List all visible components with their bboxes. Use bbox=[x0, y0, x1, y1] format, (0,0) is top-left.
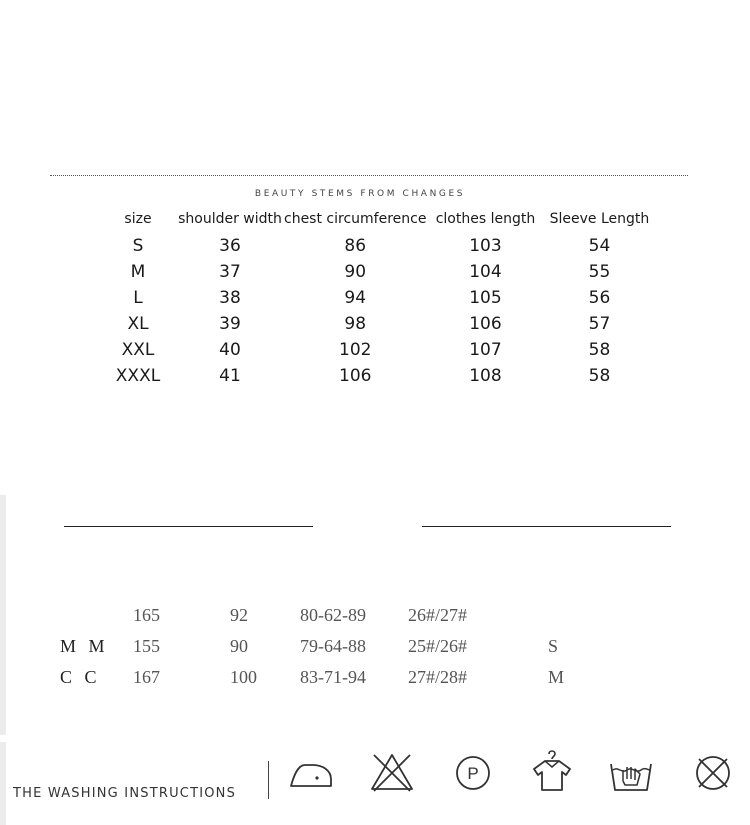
cell-height: 165 bbox=[133, 605, 160, 625]
table-row bbox=[100, 311, 654, 337]
dry-clean-p-icon bbox=[449, 748, 497, 796]
cell-shoulder: 38 bbox=[219, 288, 241, 308]
iron-icon bbox=[287, 748, 335, 796]
cell-chest: 106 bbox=[339, 366, 372, 386]
cell-shoulder: 36 bbox=[219, 236, 241, 256]
table-row bbox=[60, 662, 588, 693]
table-row bbox=[100, 259, 654, 285]
cell-height: 155 bbox=[133, 636, 160, 656]
cell-worn-size: M bbox=[548, 667, 565, 687]
cell-shoulder: 39 bbox=[219, 314, 241, 334]
cell-shoulder: 41 bbox=[219, 366, 241, 386]
cell-shoulder: 40 bbox=[219, 340, 241, 360]
header-clothes-length: clothes length bbox=[435, 211, 536, 227]
vertical-divider bbox=[268, 761, 269, 799]
header-shoulder-width: shoulder width bbox=[178, 211, 282, 227]
hang-dry-icon bbox=[528, 748, 576, 796]
size-table-header bbox=[100, 205, 654, 233]
dry-clean-letter: P bbox=[467, 764, 479, 783]
table-row bbox=[60, 631, 588, 662]
cell-model-code: M M bbox=[60, 636, 109, 656]
cell-pants-size: 26#/27# bbox=[408, 605, 468, 625]
table-row bbox=[100, 363, 654, 389]
cell-weight: 92 bbox=[230, 605, 248, 625]
tagline: BEAUTY STEMS FROM CHANGES bbox=[254, 189, 466, 199]
cell-sleeve: 57 bbox=[588, 314, 611, 334]
cell-weight: 90 bbox=[230, 636, 248, 656]
cell-worn-size: S bbox=[548, 636, 559, 656]
table-row bbox=[100, 337, 654, 363]
cell-size: XL bbox=[127, 314, 149, 334]
cell-measurements: 79-64-88 bbox=[300, 636, 366, 656]
horizontal-rule bbox=[422, 526, 671, 527]
dotted-divider bbox=[50, 175, 688, 176]
left-edge-shade bbox=[0, 742, 6, 825]
cell-chest: 90 bbox=[344, 262, 367, 282]
cell-sleeve: 56 bbox=[588, 288, 611, 308]
header-size: size bbox=[124, 211, 152, 227]
cell-length: 103 bbox=[469, 236, 502, 256]
cell-measurements: 83-71-94 bbox=[300, 667, 366, 687]
cell-length: 105 bbox=[469, 288, 502, 308]
cell-size: XXXL bbox=[115, 366, 161, 386]
left-edge-shade bbox=[0, 495, 6, 735]
cell-sleeve: 54 bbox=[588, 236, 611, 256]
size-table bbox=[100, 205, 654, 389]
cell-length: 106 bbox=[469, 314, 502, 334]
cell-shoulder: 37 bbox=[219, 262, 241, 282]
table-row bbox=[60, 600, 588, 631]
horizontal-rule bbox=[64, 526, 313, 527]
hand-wash-icon bbox=[607, 748, 655, 796]
cell-sleeve: 58 bbox=[588, 366, 611, 386]
cell-sleeve: 55 bbox=[588, 262, 611, 282]
cell-model-code bbox=[60, 600, 133, 631]
cell-chest: 94 bbox=[344, 288, 367, 308]
cell-model-code: C C bbox=[60, 667, 101, 687]
cell-chest: 86 bbox=[344, 236, 367, 256]
cell-sleeve: 58 bbox=[588, 340, 611, 360]
cell-length: 107 bbox=[469, 340, 502, 360]
cell-size: S bbox=[132, 236, 144, 256]
header-chest-circumference: chest circumference bbox=[284, 211, 427, 227]
cell-length: 108 bbox=[469, 366, 502, 386]
no-bleach-icon bbox=[368, 748, 416, 796]
cell-weight: 100 bbox=[230, 667, 257, 687]
model-table bbox=[60, 600, 588, 693]
cell-size: XXL bbox=[121, 340, 155, 360]
cell-chest: 102 bbox=[339, 340, 372, 360]
cell-size: L bbox=[133, 288, 143, 308]
header-sleeve-length: Sleeve Length bbox=[549, 211, 650, 227]
cell-height: 167 bbox=[133, 667, 160, 687]
table-row bbox=[100, 285, 654, 311]
cell-pants-size: 27#/28# bbox=[408, 667, 468, 687]
cell-length: 104 bbox=[469, 262, 502, 282]
cell-measurements: 80-62-89 bbox=[300, 605, 366, 625]
table-row bbox=[100, 233, 654, 259]
cell-chest: 98 bbox=[344, 314, 367, 334]
cell-worn-size bbox=[548, 600, 588, 631]
cell-pants-size: 25#/26# bbox=[408, 636, 468, 656]
no-tumble-dry-icon bbox=[689, 748, 737, 796]
cell-size: M bbox=[130, 262, 146, 282]
washing-title: THE WASHING INSTRUCTIONS bbox=[13, 786, 237, 801]
